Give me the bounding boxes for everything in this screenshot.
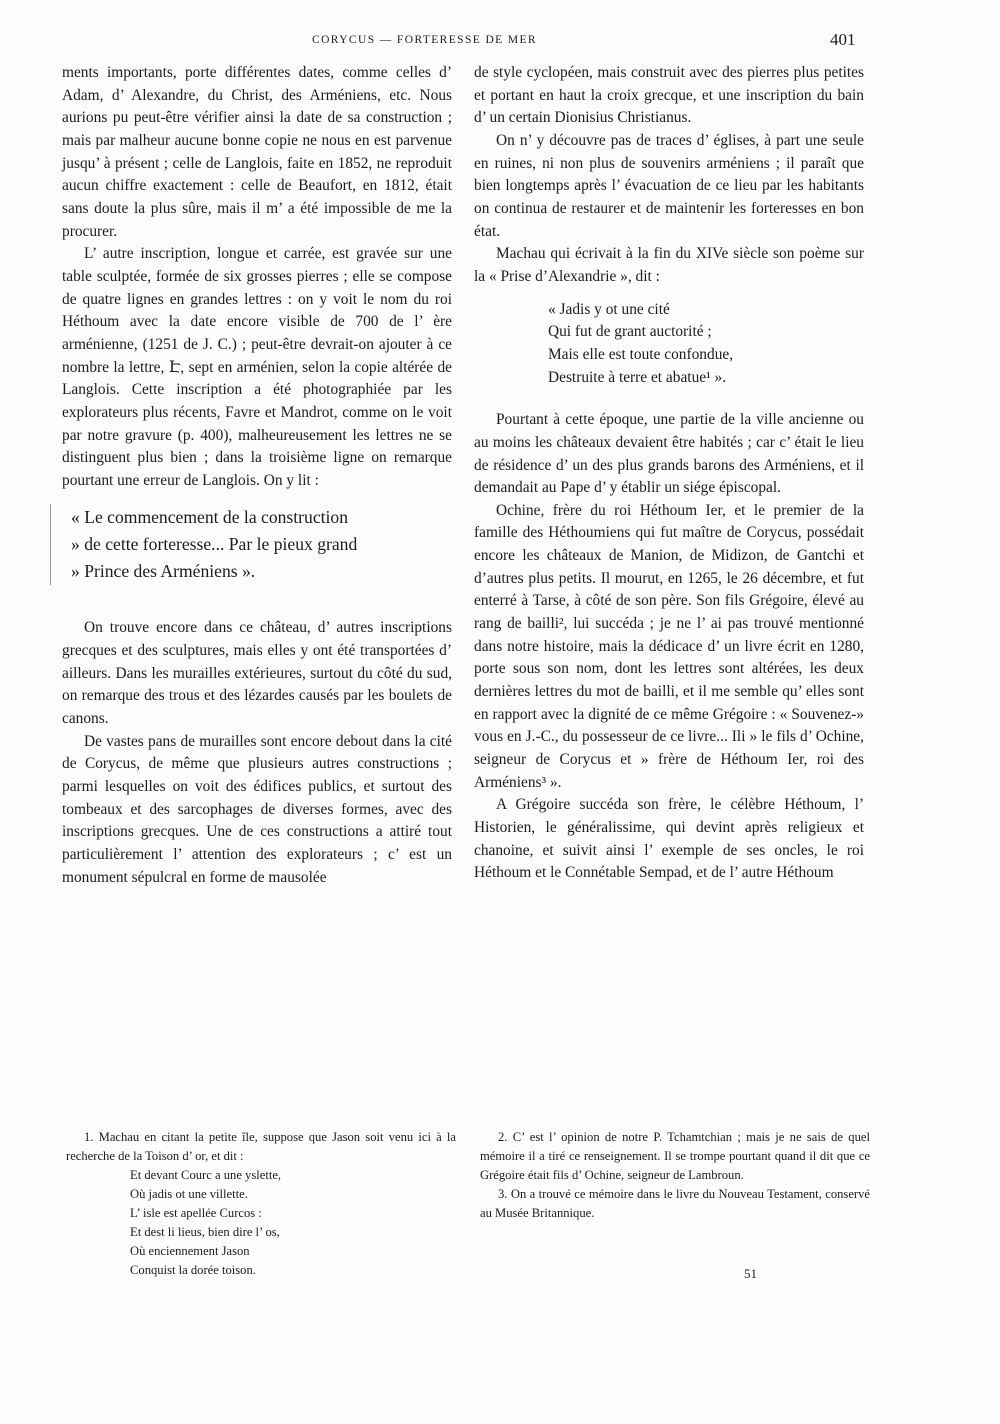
machau-verse — [548, 299, 864, 390]
verse-line: Mais elle est toute confondue, — [548, 345, 734, 363]
footnotes-left — [66, 1128, 456, 1280]
right-paragraph-3: Machau qui écrivait à la fin du XIVe siècle son poème sur la « Prise d’Alexandrie », dit : — [474, 245, 864, 285]
running-title: CORYCUS — FORTERESSE DE MER — [312, 34, 537, 46]
verse-line: Qui fut de grant auctorité ; — [548, 323, 712, 341]
right-paragraph-4: Pourtant à cette époque, une partie de la ville ancienne ou au moins les châteaux devaient être habités ; car c’ était le lieu de résidence d’ un des plus grands barons des Arméniens, et il demandait au Pape d’ y établir un siége épiscopal. — [474, 411, 864, 497]
footnote-verse-line: L’ isle est apellée Curcos : — [130, 1206, 262, 1220]
footnote-2: 2. C’ est l’ opinion de notre P. Tchamtchian ; mais je ne sais de quel mémoire il a tiré ce renseignement. Il se trompe pourtant quand il dit que ce Grégoire était fils d’ Ochine, seigneur de Lambroun. — [480, 1130, 870, 1182]
inscription-quote — [50, 504, 452, 585]
right-paragraph-5: Ochine, frère du roi Héthoum Ier, et le premier de la famille des Héthoumiens qui fut maître de Corycus, possédait encore les châteaux de Manion, de Midizon, de Gantchi et d’autres plus petits. Il mourut, en 1265, le 26 décembre, et fut enterré à Tarse, à côté de son père. Son fils Grégoire, élevé au rang de bailli², lui succéda ; je ne l’ ai pas trouvé mentionné dans notre histoire, mais la dédicace d’ un livre écrit en 1280, porte sous son nom, dont les lettres sont altérées, les deux dernières lettres du mot de bailli, et il me semble qu’ elles sont en rapport avec la dignité de ce même Grégoire : « Souvenez-» vous en J.-C., du possesseur de ce livre... Ili » le fils d’ Ochine, seigneur de Corycus et » frère de Héthoum Ier, roi des Arméniens³ ». — [474, 501, 864, 791]
footnote-verse-line: Et devant Courc a une yslette, — [130, 1168, 282, 1182]
footnote-verse-line: Où enciennement Jason — [130, 1244, 250, 1258]
footnote-1-verse — [130, 1166, 456, 1280]
left-paragraph-3: On trouve encore dans ce château, d’ autres inscriptions grecques et des sculptures, mais elles y ont été transportées d’ ailleurs. Dans les murailles extérieures, surtout du côté du sud, on remarque des trous et des lézardes causés par les boulets de canons. — [62, 619, 452, 728]
running-header — [0, 28, 1000, 52]
quote-line: » de cette forteresse... Par le pieux grand — [71, 534, 358, 555]
left-paragraph-4: De vastes pans de murailles sont encore debout dans la cité de Corycus, de même que plusieurs autres constructions ; parmi lesquelles on voit des édifices publics, et surtout des tombeaux et des sarcophages de diverses formes, avec des inscriptions grecques. Une de ces constructions a attiré tout particulièrement l’ attention des explorateurs ; c’ est un monument sépulcral en forme de mausolée — [62, 732, 452, 886]
page-number: 401 — [830, 30, 856, 49]
left-column — [62, 62, 452, 889]
footnote-3: 3. On a trouvé ce mémoire dans le livre du Nouveau Testament, conservé au Musée Britannique. — [480, 1187, 870, 1220]
footnote-verse-line: Où jadis ot une villette. — [130, 1187, 248, 1201]
footnote-verse-line: Conquist la dorée toison. — [130, 1263, 256, 1277]
right-column — [474, 62, 864, 885]
verse-line: « Jadis y ot une cité — [548, 300, 670, 318]
footnote-verse-line: Et dest li lieus, bien dire l’ os, — [130, 1225, 280, 1239]
quote-line: « Le commencement de la construction — [71, 507, 348, 528]
left-paragraph-2: L’ autre inscription, longue et carrée, est gravée sur une table sculptée, formée de six grosses pierres ; elle se compose de quatre lignes en grandes lettres : on y voit le nom du roi Héthoum avec la date encore visible de 700 de l’ ère arménienne, (1251 de J. C.) ; peut-être devrait-on ajouter à ce nombre la lettre, Է, sept en arménien, selon la copie altérée de Langlois. Cette inscription a été photographiée par les explorateurs plus récents, Favre et Mandrot, comme on le voit par notre gravure (p. 400), malheureusement les lettres ne se distinguent plus bien ; dans la troisième ligne on remarque pourtant une erreur de Langlois. On y lit : — [62, 245, 452, 489]
quote-line: » Prince des Arméniens ». — [71, 561, 256, 582]
right-paragraph-1: de style cyclopéen, mais construit avec des pierres plus petites et portant en haut la croix grecque, et une inscription du bain d’ un certain Dionisius Christianus. — [474, 64, 864, 127]
footnote-1: 1. Machau en citant la petite île, suppose que Jason soit venu ici à la recherche de la Toison d’ or, et dit : — [66, 1130, 456, 1163]
verse-line: Destruite à terre et abatue¹ ». — [548, 368, 727, 386]
footnotes-right — [480, 1128, 870, 1223]
right-paragraph-6: A Grégoire succéda son frère, le célèbre Héthoum, l’ Historien, le généralissime, qui devint après religieux et chanoine, et suivit ainsi l’ exemple de ses oncles, le roi Héthoum et le Connétable Sempad, et de l’ autre Héthoum — [474, 796, 864, 882]
left-paragraph-1: ments importants, porte différentes dates, comme celles d’ Adam, d’ Alexandre, du Christ, des Arméniens, etc. Nous aurions pu peut-être vérifier ainsi la date de sa construction ; mais par malheur aucune bonne copie ne nous en est parvenue jusqu’ à présent ; celle de Langlois, faite en 1852, ne reproduit aucun chiffre exactement : celle de Beaufort, en 1812, était sans doute la plus sûre, mais il m’ a été impossible de me la procurer. — [62, 64, 452, 240]
right-paragraph-2: On n’ y découvre pas de traces d’ églises, à part une seule en ruines, ni non plus de souvenirs arméniens ; il paraît que bien longtemps après l’ évacuation de ce lieu par les habitants on continua de restaurer et de maintenir les forteresses en bon état. — [474, 131, 864, 240]
signature-mark: 51 — [744, 1266, 757, 1281]
